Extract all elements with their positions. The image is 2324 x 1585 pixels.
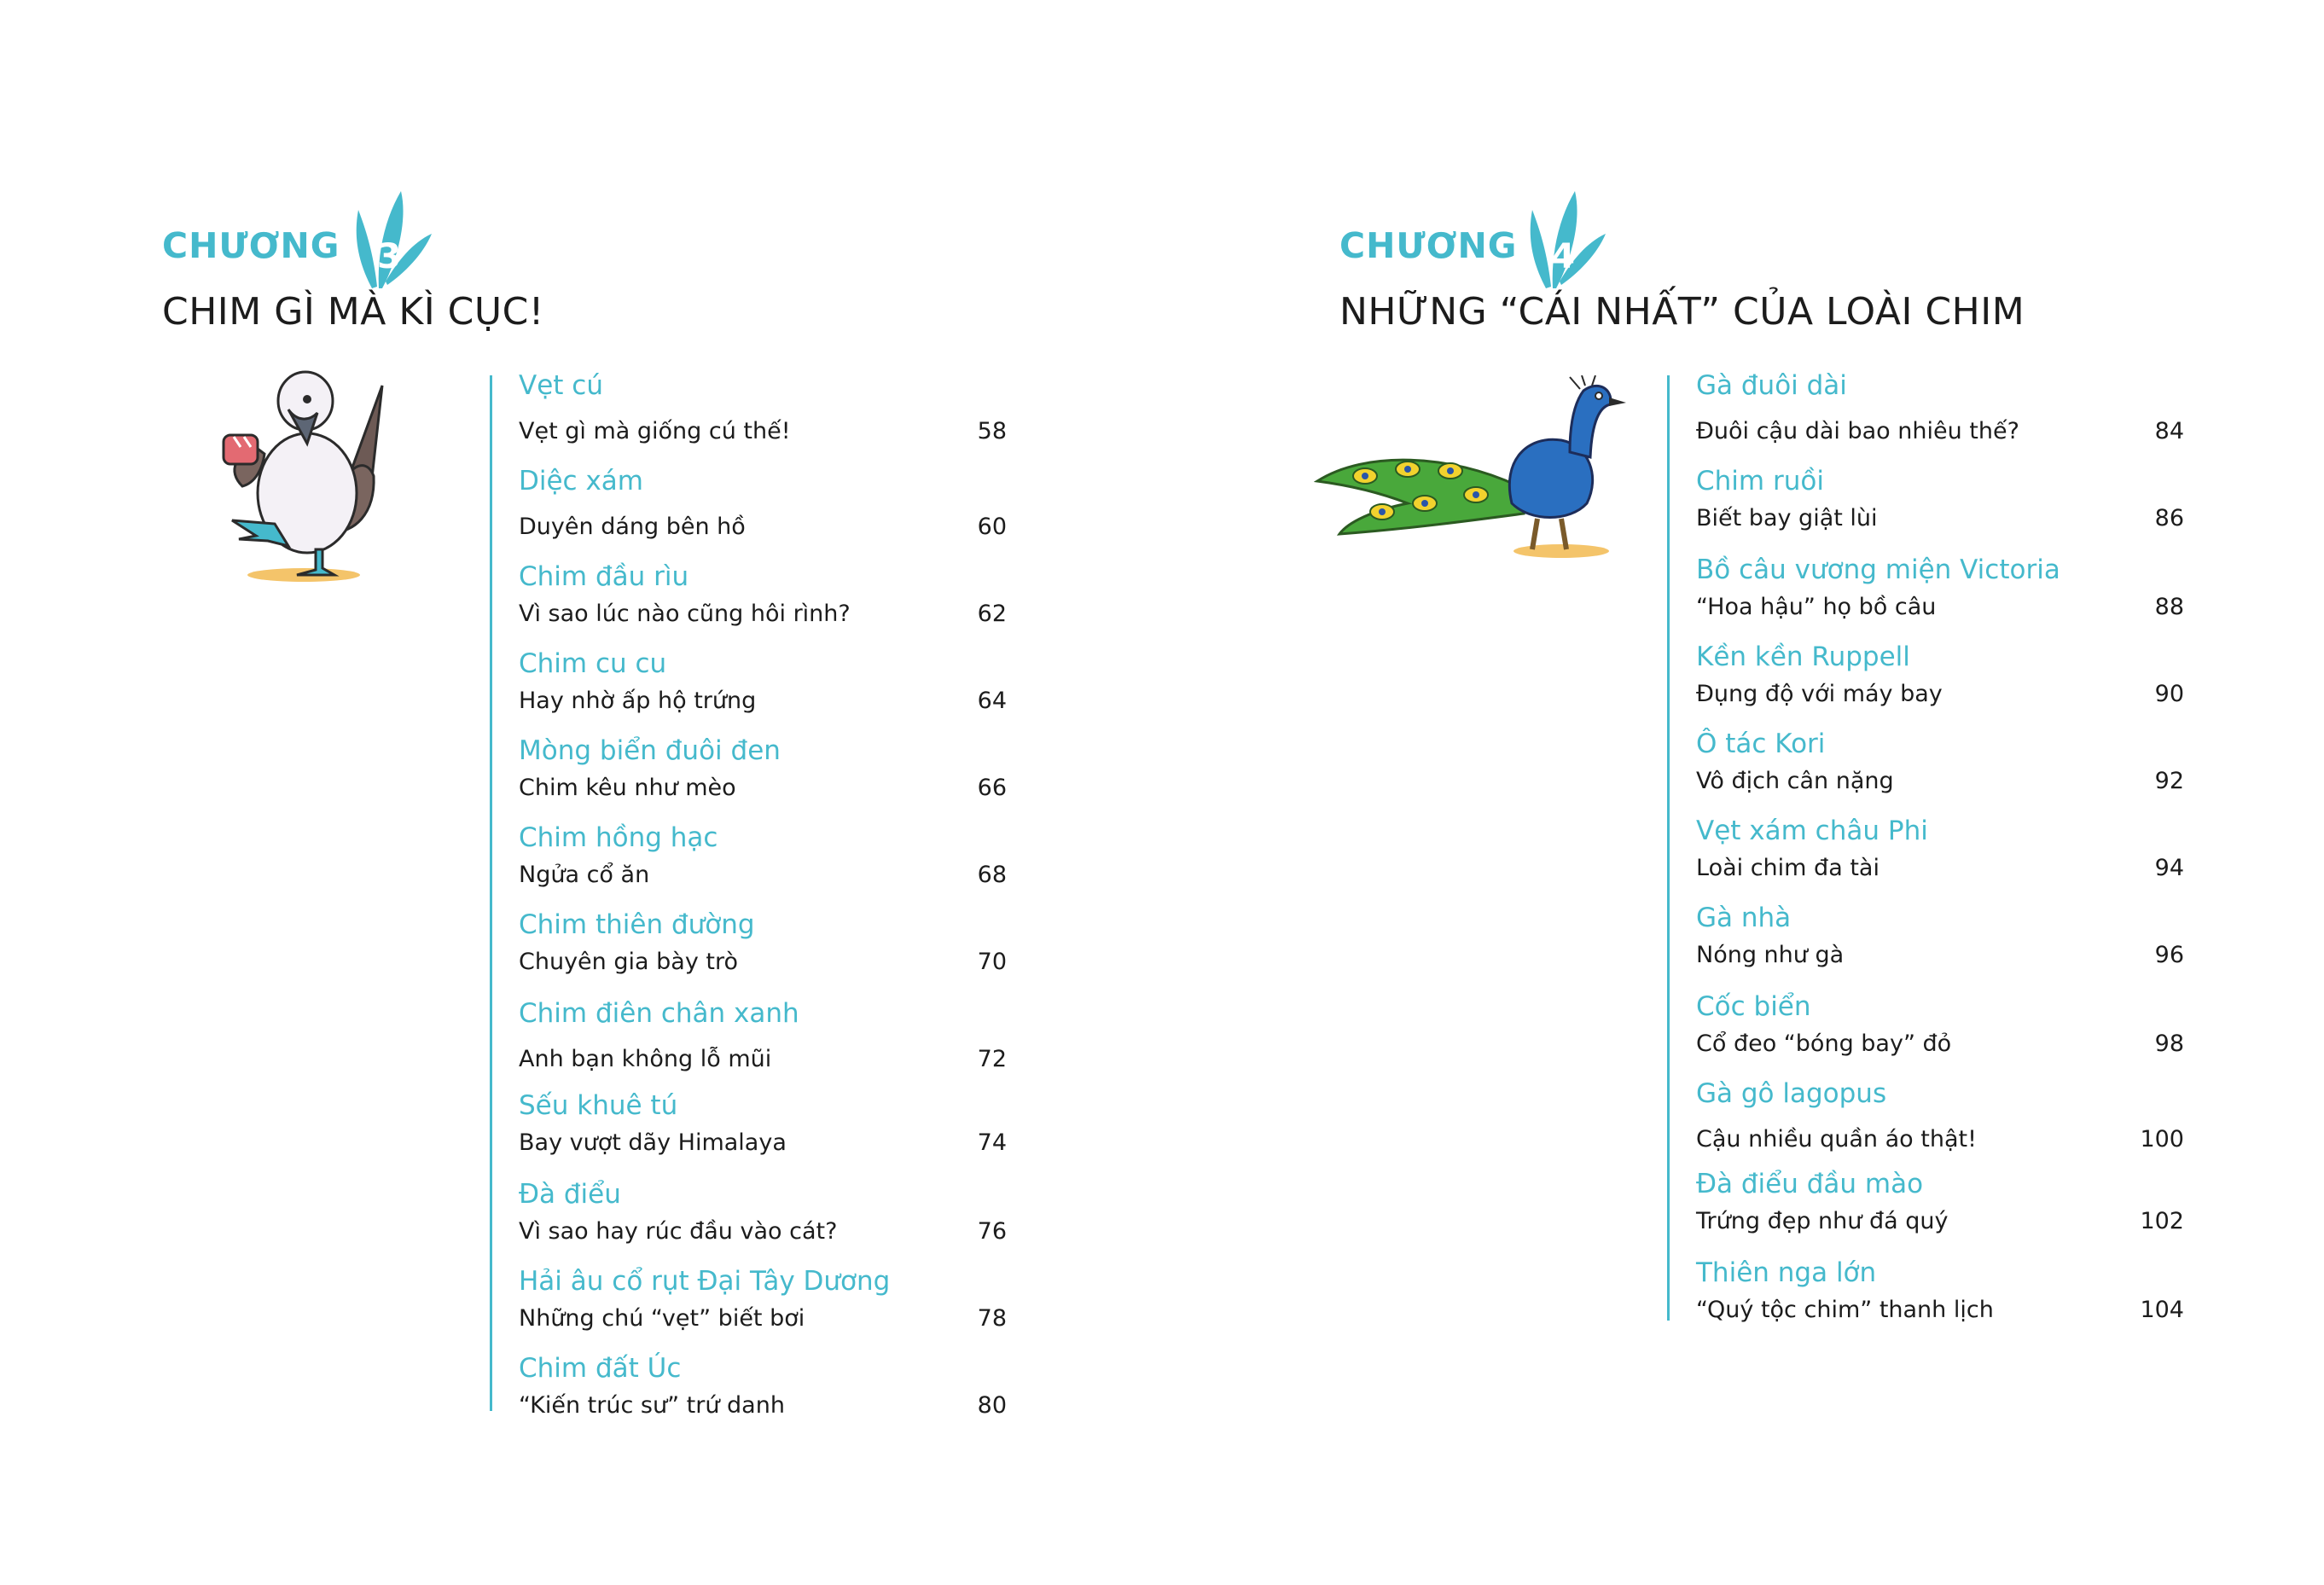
toc-entry-heading: Vẹt cú (519, 370, 603, 401)
toc-entry-heading: Cốc biển (1696, 991, 1811, 1022)
right-chapter-title: NHỮNG “CÁI NHẤT” CỦA LOÀI CHIM (1339, 290, 2025, 334)
toc-entry (1696, 903, 2184, 968)
toc-entry (519, 1179, 1007, 1245)
toc-entry-page-number: 80 (977, 1392, 1007, 1419)
feather-number-icon (348, 186, 433, 292)
toc-entry (1696, 1257, 2184, 1323)
chapter-number: 4 (1551, 237, 1575, 276)
left-chapter-label: CHƯƠNG (162, 225, 340, 266)
toc-entry-description: Những chú “vẹt” biết bơi (519, 1305, 805, 1332)
toc-entry-description: Chuyên gia bày trò (519, 949, 738, 975)
right-toc-rule (1667, 375, 1670, 1321)
toc-entry (519, 561, 1007, 627)
toc-entry (1696, 1078, 2184, 1152)
toc-entry-description: Đụng độ với máy bay (1696, 681, 1943, 707)
toc-entry (1696, 466, 2184, 531)
toc-entry-page-number: 74 (977, 1129, 1007, 1156)
toc-entry-description: “Quý tộc chim” thanh lịch (1696, 1297, 1994, 1323)
toc-entry (519, 370, 1007, 444)
toc-entry-page-number: 64 (977, 688, 1007, 714)
toc-entry-description: Ngửa cổ ăn (519, 862, 650, 888)
toc-entry-description: “Hoa hậu” họ bồ câu (1696, 594, 1937, 620)
toc-entry-description: Cổ đeo “bóng bay” đỏ (1696, 1031, 1952, 1057)
toc-entry-page-number: 68 (977, 862, 1007, 888)
toc-entry-page-number: 66 (977, 775, 1007, 801)
toc-entry-heading: Đà điểu (519, 1179, 621, 1210)
toc-entry-heading: Chim đầu rìu (519, 561, 689, 592)
toc-entry-description: Chim kêu như mèo (519, 775, 736, 801)
toc-entry (1696, 642, 2184, 707)
toc-entry-page-number: 70 (977, 949, 1007, 975)
toc-entry-description: Vô địch cân nặng (1696, 768, 1894, 794)
toc-entry-page-number: 94 (2154, 855, 2184, 881)
chapter-number: 3 (377, 237, 401, 276)
toc-entry-description: Bay vượt dãy Himalaya (519, 1129, 787, 1156)
toc-entry-page-number: 100 (2140, 1126, 2184, 1152)
toc-entry-page-number: 102 (2140, 1208, 2184, 1234)
toc-entry (1696, 554, 2184, 620)
toc-entry-heading: Chim điên chân xanh (519, 998, 799, 1029)
toc-entry-heading: Chim cu cu (519, 648, 667, 679)
toc-entry-heading: Gà đuôi dài (1696, 370, 1847, 401)
toc-entry-heading: Diệc xám (519, 466, 643, 496)
toc-entry-page-number: 72 (977, 1046, 1007, 1072)
toc-entry-page-number: 60 (977, 514, 1007, 540)
left-toc-rule (490, 375, 492, 1411)
toc-entry (1696, 991, 2184, 1057)
toc-entry-heading: Đà điểu đầu mào (1696, 1169, 1924, 1199)
toc-entry (1696, 370, 2184, 444)
toc-entry-heading: Gà gô lagopus (1696, 1078, 1887, 1109)
toc-entry (1696, 816, 2184, 881)
toc-entry-description: Cậu nhiều quần áo thật! (1696, 1126, 1977, 1152)
toc-entry-heading: Chim ruồi (1696, 466, 1824, 496)
toc-entry-page-number: 92 (2154, 768, 2184, 794)
toc-entry-heading: Chim thiên đường (519, 909, 755, 940)
toc-entry-heading: Hải âu cổ rụt Đại Tây Dương (519, 1266, 891, 1297)
toc-entry-heading: Sếu khuê tú (519, 1090, 678, 1121)
blue-footed-booby-illustration (215, 365, 386, 585)
peacock-illustration (1314, 375, 1638, 565)
left-chapter-title: CHIM GÌ MÀ KÌ CỤC! (162, 290, 544, 334)
toc-entry-description: Nóng như gà (1696, 942, 1845, 968)
toc-entry (519, 909, 1007, 975)
toc-entry-page-number: 96 (2154, 942, 2184, 968)
toc-entry-heading: Chim hồng hạc (519, 822, 718, 853)
toc-entry-page-number: 62 (977, 601, 1007, 627)
toc-entry (519, 466, 1007, 540)
toc-entry-heading: Mòng biển đuôi đen (519, 735, 781, 766)
toc-entry (519, 1090, 1007, 1156)
toc-entry-page-number: 90 (2154, 681, 2184, 707)
toc-entry-description: Anh bạn không lỗ mũi (519, 1046, 772, 1072)
toc-entry-description: Trứng đẹp như đá quý (1696, 1208, 1949, 1234)
toc-entry-page-number: 88 (2154, 594, 2184, 620)
toc-entry-heading: Thiên nga lớn (1696, 1257, 1877, 1288)
toc-entry (519, 648, 1007, 714)
toc-entry-heading: Kền kền Ruppell (1696, 642, 1910, 672)
toc-entry-description: Loài chim đa tài (1696, 855, 1880, 881)
toc-entry-page-number: 58 (977, 418, 1007, 444)
toc-entry-description: Hay nhờ ấp hộ trứng (519, 688, 757, 714)
toc-entry-page-number: 104 (2140, 1297, 2184, 1323)
toc-entry-description: Vì sao hay rúc đầu vào cát? (519, 1218, 838, 1245)
toc-entry-page-number: 86 (2154, 505, 2184, 531)
toc-entry-description: “Kiến trúc sư” trứ danh (519, 1392, 785, 1419)
toc-entry-heading: Ô tác Kori (1696, 729, 1826, 759)
toc-entry-page-number: 84 (2154, 418, 2184, 444)
toc-entry-description: Duyên dáng bên hồ (519, 514, 746, 540)
feather-number-icon (1522, 186, 1607, 292)
toc-entry-description: Biết bay giật lùi (1696, 505, 1878, 531)
toc-entry-description: Vì sao lúc nào cũng hôi rình? (519, 601, 851, 627)
right-chapter-label: CHƯƠNG (1339, 225, 1518, 266)
toc-entry (519, 735, 1007, 801)
toc-entry-description: Vẹt gì mà giống cú thế! (519, 418, 791, 444)
toc-entry-heading: Chim đất Úc (519, 1353, 682, 1384)
toc-entry (519, 998, 1007, 1072)
toc-entry-heading: Bồ câu vương miện Victoria (1696, 554, 2060, 585)
toc-entry-page-number: 98 (2154, 1031, 2184, 1057)
toc-entry (519, 1353, 1007, 1419)
toc-entry-page-number: 76 (977, 1218, 1007, 1245)
toc-entry (1696, 1169, 2184, 1234)
toc-entry-description: Đuôi cậu dài bao nhiêu thế? (1696, 418, 2019, 444)
toc-entry (519, 1266, 1007, 1332)
toc-entry (1696, 729, 2184, 794)
toc-entry-page-number: 78 (977, 1305, 1007, 1332)
toc-entry-heading: Vẹt xám châu Phi (1696, 816, 1928, 846)
toc-entry-heading: Gà nhà (1696, 903, 1792, 933)
toc-entry (519, 822, 1007, 888)
